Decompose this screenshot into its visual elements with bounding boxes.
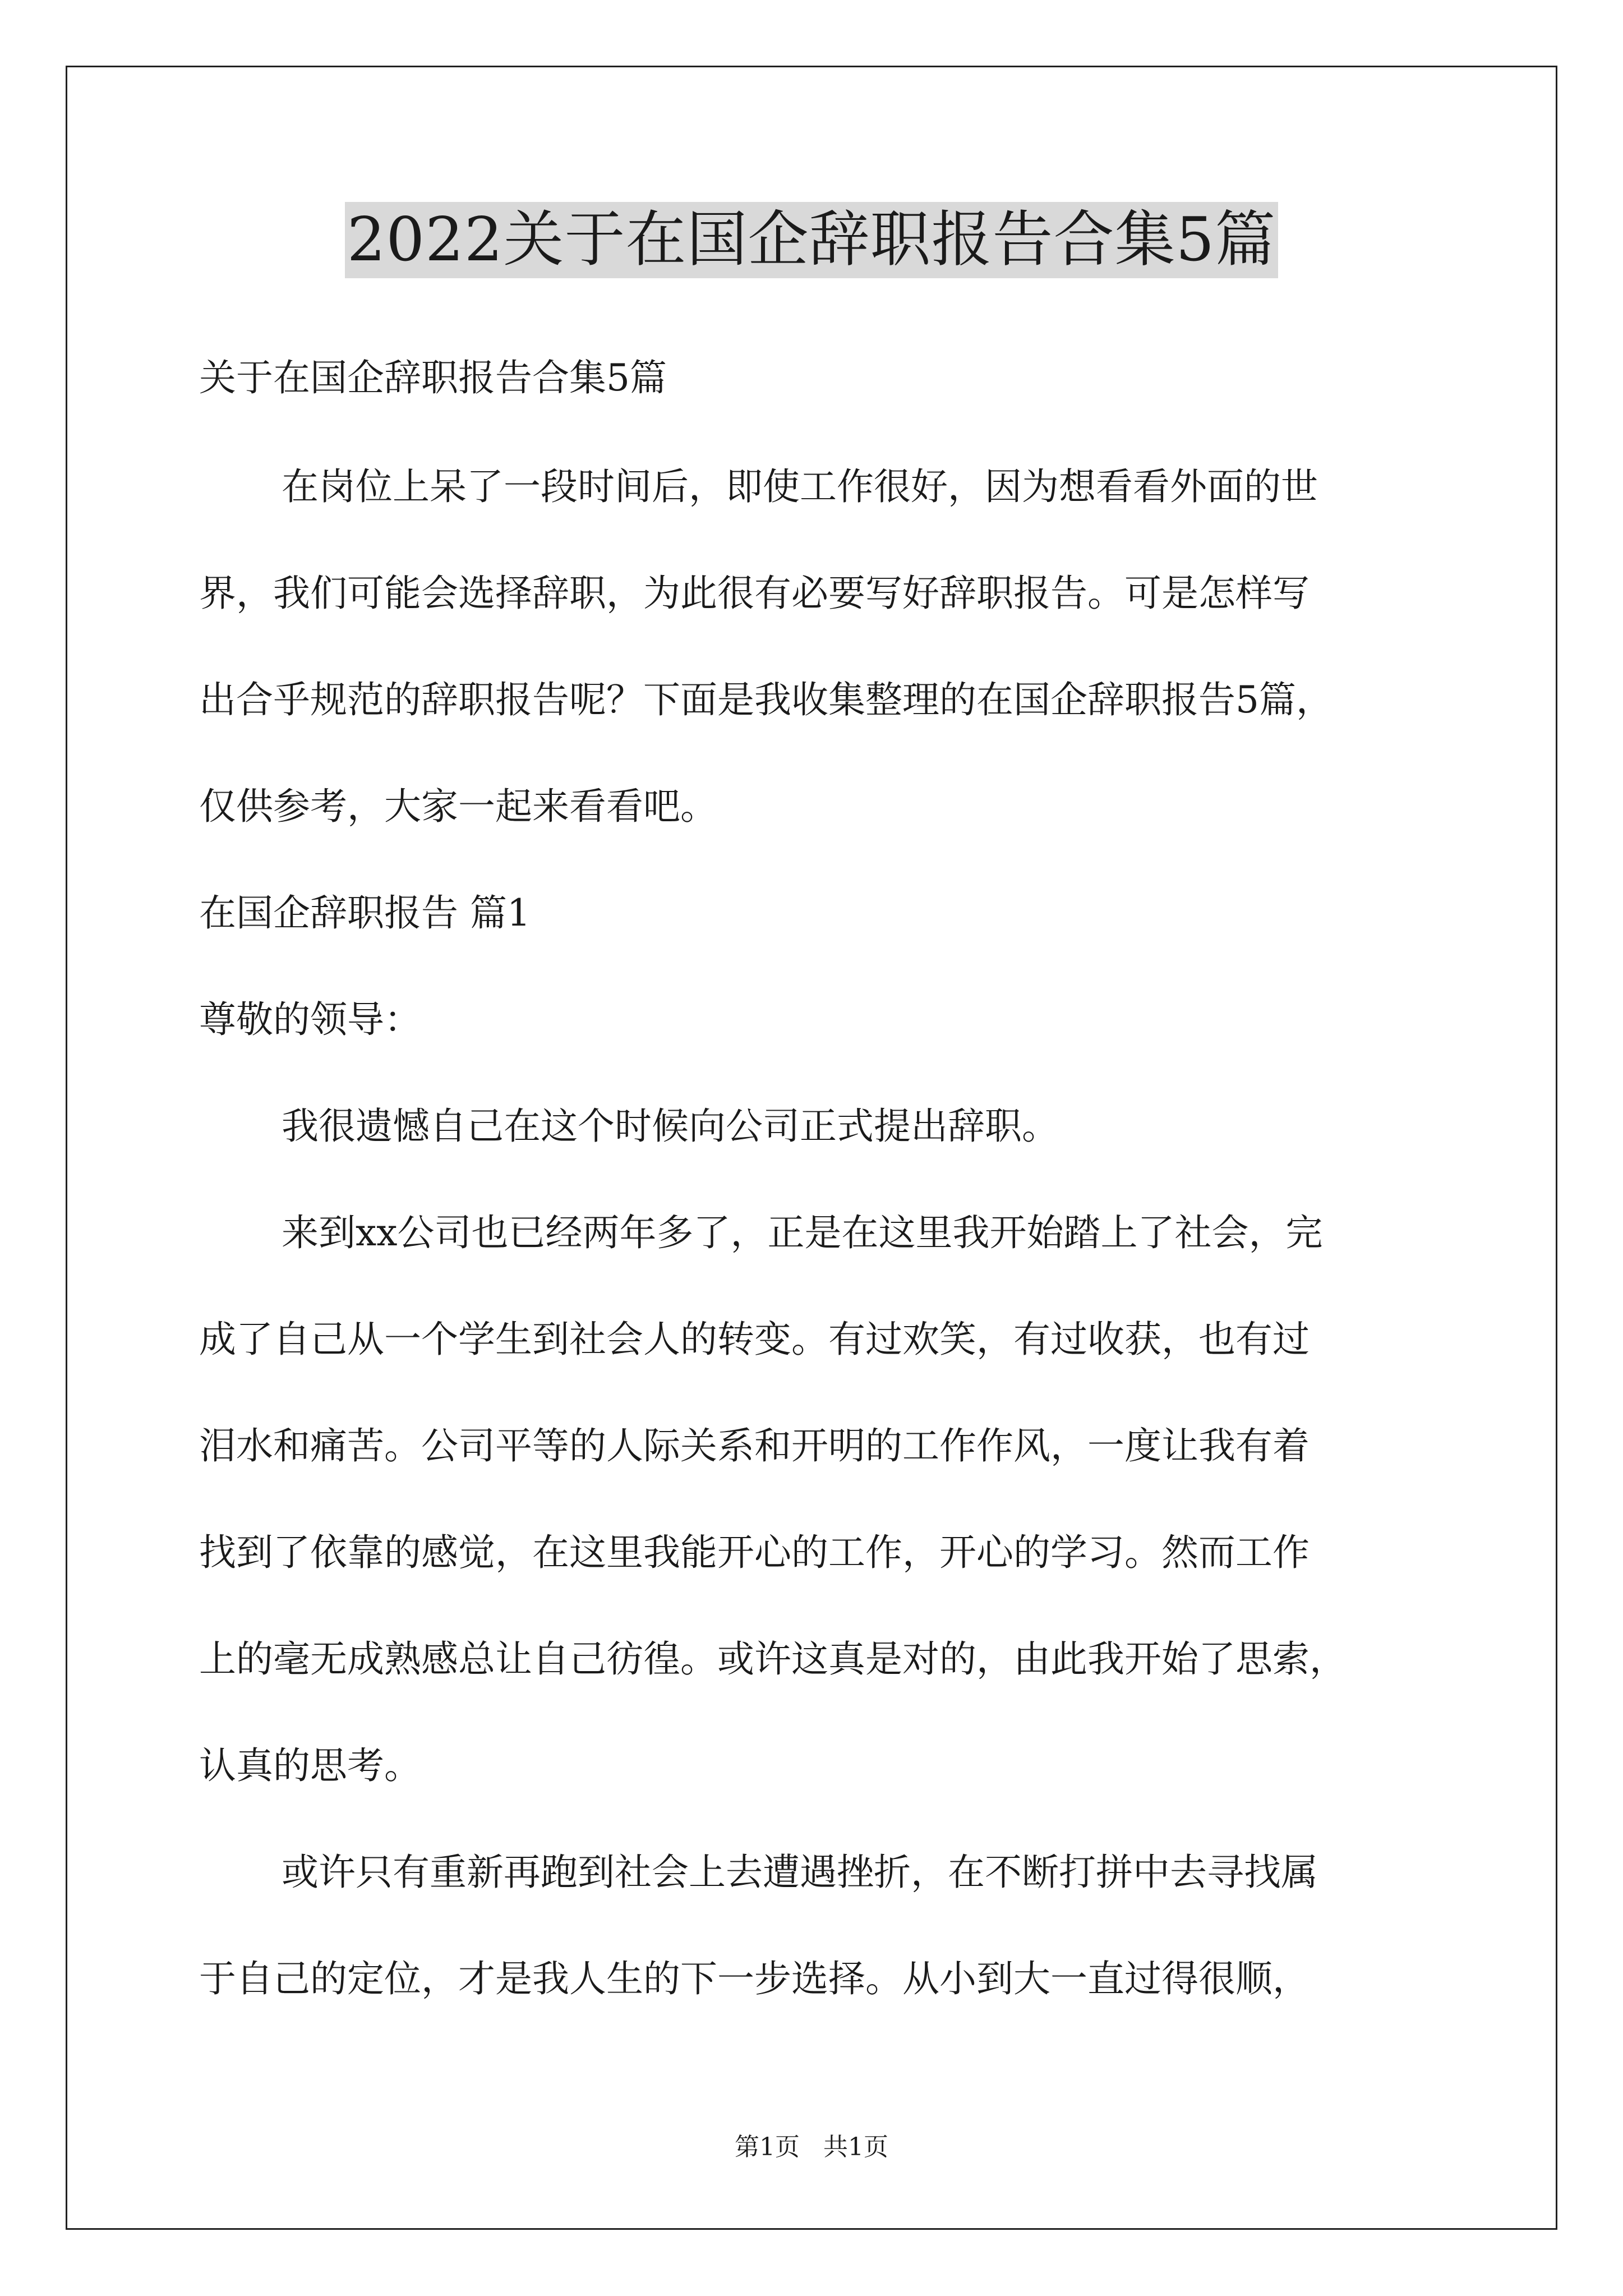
body-line: 仅供参考，大家一起来看看吧。 xyxy=(199,785,717,828)
subtitle-line: 关于在国企辞职报告合集5篇 xyxy=(199,356,667,399)
body-line: 出合乎规范的辞职报告呢？下面是我收集整理的在国企辞职报告5篇， xyxy=(199,678,1333,721)
body-line: 在岗位上呆了一段时间后，即使工作很好，因为想看看外面的世 xyxy=(282,465,1318,508)
body-line: 泪水和痛苦。公司平等的人际关系和开明的工作作风，一度让我有着 xyxy=(199,1424,1310,1467)
document-title: 2022关于在国企辞职报告合集5篇 xyxy=(345,202,1279,278)
body-line: 于自己的定位，才是我人生的下一步选择。从小到大一直过得很顺， xyxy=(199,1957,1310,2000)
body-line: 找到了依靠的感觉，在这里我能开心的工作，开心的学习。然而工作 xyxy=(199,1531,1310,1574)
body-line: 认真的思考。 xyxy=(199,1744,421,1787)
body-line: 来到xx公司也已经两年多了，正是在这里我开始踏上了社会，完 xyxy=(282,1211,1323,1254)
body-line: 或许只有重新再跑到社会上去遭遇挫折，在不断打拼中去寻找属 xyxy=(282,1851,1318,1894)
body-line: 上的毫无成熟感总让自己彷徨。或许这真是对的，由此我开始了思索， xyxy=(199,1637,1347,1681)
body-line: 我很遗憾自己在这个时候向公司正式提出辞职。 xyxy=(282,1105,1059,1148)
title-container xyxy=(0,202,1623,278)
body-line: 界，我们可能会选择辞职，为此很有必要写好辞职报告。可是怎样写 xyxy=(199,572,1310,615)
body-line: 成了自己从一个学生到社会人的转变。有过欢笑，有过收获，也有过 xyxy=(199,1318,1310,1361)
salutation: 尊敬的领导： xyxy=(199,998,421,1041)
page-footer: 第1页 共1页 xyxy=(735,2133,888,2161)
section-heading: 在国企辞职报告 篇1 xyxy=(199,891,531,935)
